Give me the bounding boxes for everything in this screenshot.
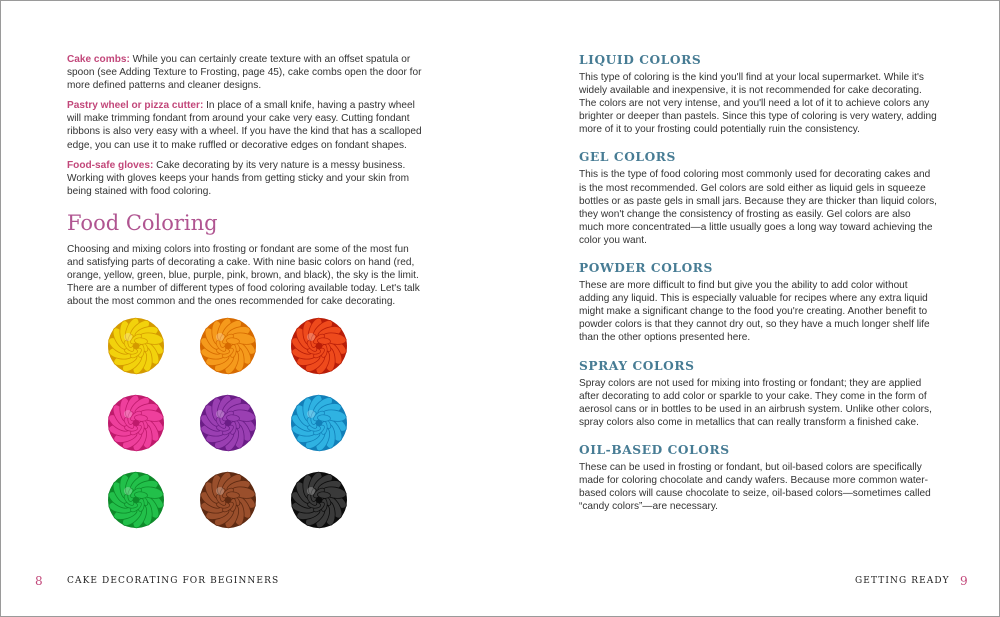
subheading: GEL COLORS [579, 150, 676, 165]
tool-gloves [67, 159, 425, 198]
section-text: These are more difficult to find but give you the ability to add color without adding any liquid. This is especially valuable for recipes where any extra liquid might make a significant change to the food you're creating. Another benefit to powder colors is that they cannot dry out, so they have a much longer shelf life than the other options presented here. [579, 280, 930, 344]
frosting-swirl-brown [197, 469, 259, 531]
section-text: Spray colors are not used for mixing into frosting or fondant; they are applied after decorating to add color or sparkle to your cake. They come in the form of aerosol cans or in bottles to be used in an airbrush system. Unlike other colors, spray colors also come in metallics that can really transform a finished cake. [579, 377, 932, 428]
section-liquid-colors [579, 53, 937, 136]
term-label: Cake combs: [67, 54, 130, 65]
frosting-swirl-blue [288, 392, 350, 454]
term-label: Food-safe gloves: [67, 159, 154, 171]
section-text: This is the type of food coloring most commonly used for decorating cakes and is the most recommended. Gel colors are sold either as liquid gels in squeeze bottles or as paste gels in small jars. Because they are thicker than liquid colors, they won't change the consistency of frosting as easily. Gel colors are also much more concentrated—a little usually goes a long way toward achieving the color you want. [579, 169, 937, 246]
subheading: SPRAY COLORS [579, 358, 695, 373]
tool-cake-combs [67, 53, 425, 92]
running-footer-left: CAKE DECORATING FOR BEGINNERS [67, 576, 280, 586]
term-label: Pastry wheel or pizza cutter: [67, 100, 204, 112]
right-page [500, 1, 999, 616]
frosting-swirl-green [105, 469, 167, 531]
left-column [67, 53, 425, 315]
term-text: While you can certainly create texture with an offset spatula or spoon (see Adding Texture to Frosting, page 45), cake combs open the door for more defined patterns and cleaner designs. [67, 54, 422, 92]
frosting-swirls-photo [101, 315, 361, 535]
term-text: Cake decorating by its very nature is a messy business. Working with gloves keeps your hands from getting sticky and your skin from being stained with food coloring. [67, 159, 410, 197]
subheading: POWDER COLORS [579, 261, 713, 276]
section-spray-colors [579, 359, 937, 429]
frosting-swirl-purple [197, 392, 259, 454]
tool-pastry-wheel [67, 99, 425, 151]
subheading: LIQUID COLORS [579, 53, 702, 67]
running-footer-right: GETTING READY [855, 576, 950, 586]
section-gel-colors [579, 150, 937, 247]
right-column [579, 53, 937, 527]
frosting-swirl-pink [105, 392, 167, 454]
intro-paragraph: Choosing and mixing colors into frosting or fondant are some of the most fun and satisfying parts of decorating a cake. With nine basic colors on hand (red, orange, yellow, green, blue, purple, pink, brown, and black), the sky is the limit. There are a number of different types of food coloring available today. Let's talk about the most common and the ones recommended for cake decorating. [67, 243, 420, 308]
page-number-right: 9 [960, 574, 968, 588]
frosting-swirl-orange [197, 315, 259, 377]
left-page [1, 1, 500, 616]
subheading: OIL-BASED COLORS [579, 442, 730, 457]
section-oil-based-colors [579, 443, 937, 513]
term-text: In place of a small knife, having a pastry wheel will make trimming fondant from around your cake very easy. Cutting fondant ribbons is also very easy with a wheel. If you have the kind that has a scalloped edge, you can use it to make ruffled or decorative edges on fondant shapes. [67, 100, 422, 151]
section-text: This type of coloring is the kind you'll find at your local supermarket. While it's widely available and inexpensive, it is not recommended for cake decorating. The colors are not very intense, and you'll need a lot of it to achieve colors any brighter or deeper than pastels. Since this type of coloring is very watery, adding more of it to your frosting could potentially ruin the consistency. [579, 72, 937, 136]
page-number-left: 8 [35, 574, 43, 588]
frosting-swirl-black [288, 469, 350, 531]
section-text: These can be used in frosting or fondant, but oil-based colors are specifically made for coloring chocolate and candy wafers. Because more common water-based colors will cause chocolate to seize, oil-based colors—sometimes called “candy colors”—are necessary. [579, 461, 931, 513]
frosting-swirl-yellow [105, 315, 167, 377]
frosting-swirl-red [288, 315, 350, 377]
section-heading: Food Coloring [67, 210, 218, 235]
section-powder-colors [579, 261, 937, 344]
